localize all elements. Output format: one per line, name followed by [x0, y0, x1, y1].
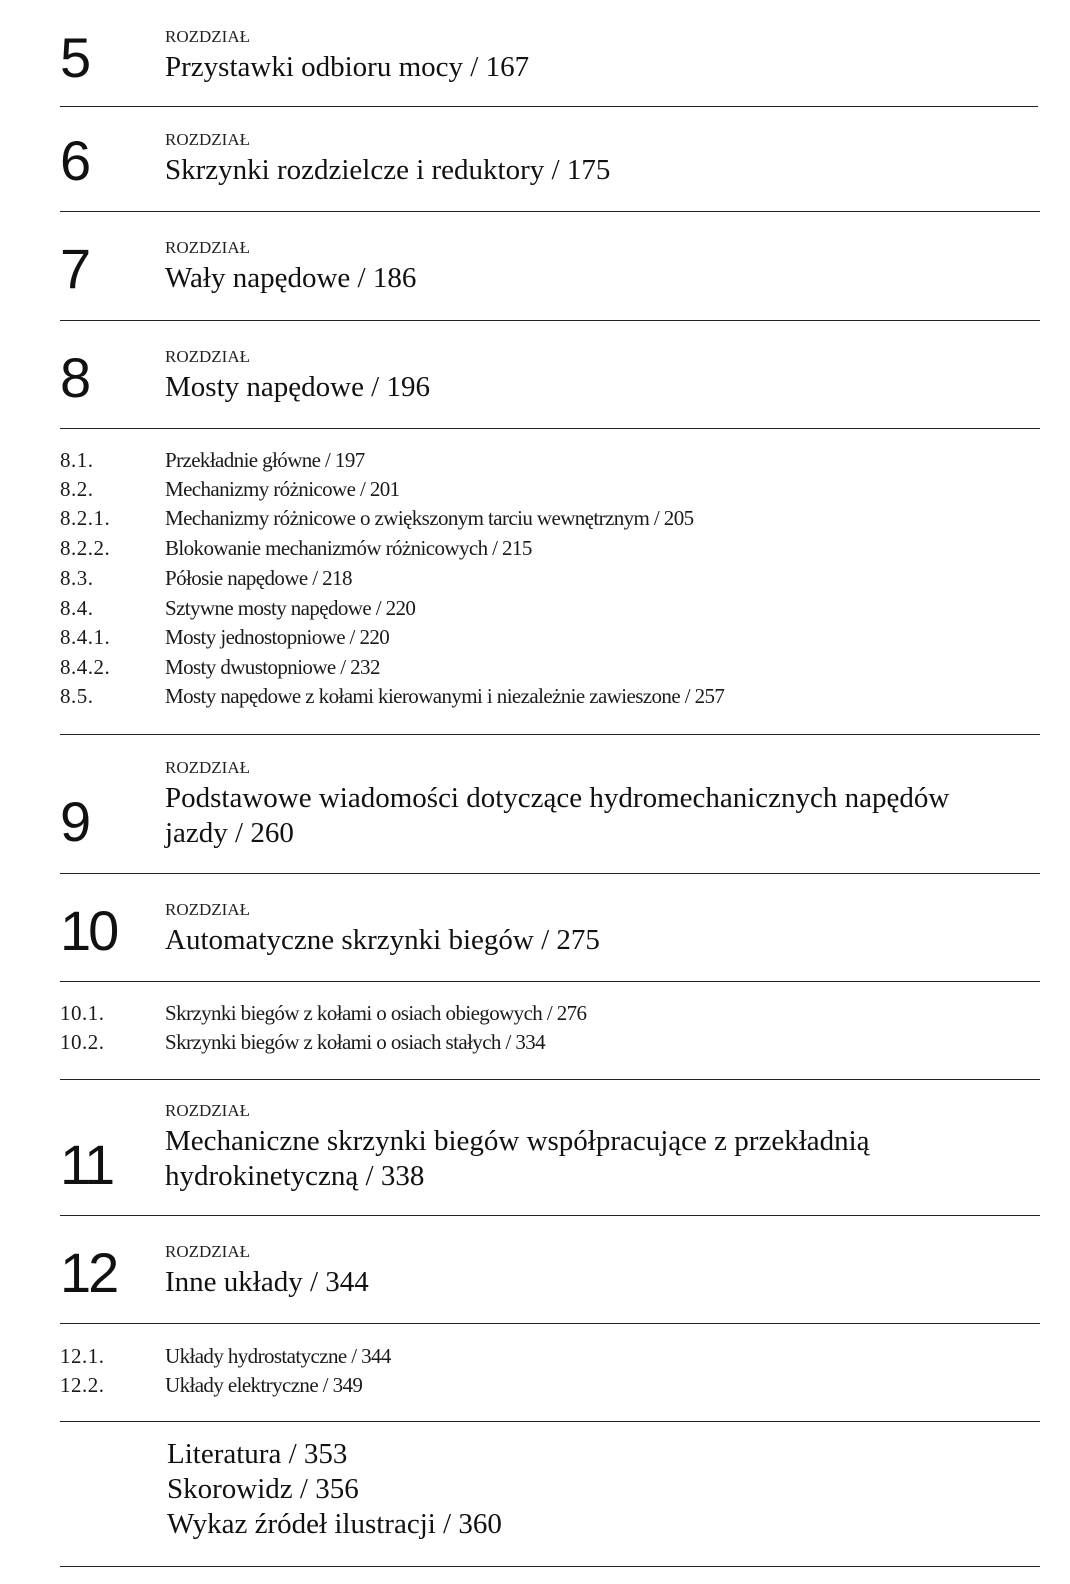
section-number: 8.2.2. — [60, 536, 111, 560]
chapter-9[interactable] — [60, 756, 1042, 856]
section-title: Mechanizmy różnicowe o zwiększonym tarciu wewnętrznym / 205 — [165, 506, 694, 530]
chapter-number: 9 — [60, 790, 89, 853]
section-number: 8.1. — [60, 448, 94, 472]
chapter-7[interactable] — [60, 236, 1042, 316]
section-number: 8.4.2. — [60, 655, 111, 679]
chapter-title-line-1: Podstawowe wiadomości dotyczące hydromechanicznych napędów — [165, 782, 950, 814]
chapter-label: ROZDZIAŁ — [165, 347, 250, 366]
chapter-label: ROZDZIAŁ — [165, 1242, 250, 1261]
section-number: 8.2.1. — [60, 506, 111, 530]
divider — [60, 981, 1040, 982]
section-title: Półosie napędowe / 218 — [165, 566, 352, 590]
chapter-number: 6 — [60, 129, 89, 192]
section-number: 8.4.1. — [60, 625, 111, 649]
divider — [60, 1421, 1040, 1422]
chapter-title: Mosty napędowe / 196 — [165, 371, 430, 403]
chapter-number: 11 — [60, 1133, 113, 1196]
section-number: 10.1. — [60, 1001, 105, 1025]
divider — [60, 873, 1040, 874]
chapter-title: Przystawki odbioru mocy / 167 — [165, 51, 530, 83]
section-number: 12.1. — [60, 1344, 105, 1368]
chapter-label: ROZDZIAŁ — [165, 27, 250, 46]
chapter-title-line-1: Mechaniczne skrzynki biegów współpracujące z przekładnią — [165, 1125, 870, 1157]
divider — [60, 106, 1038, 107]
chapter-title: Automatyczne skrzynki biegów / 275 — [165, 924, 600, 956]
section-title: Skrzynki biegów z kołami o osiach obiegowych / 276 — [165, 1001, 587, 1025]
section-number: 10.2. — [60, 1030, 105, 1054]
chapter-title: Wały napędowe / 186 — [165, 262, 417, 294]
section-number: 8.4. — [60, 596, 94, 620]
chapter-number: 7 — [60, 237, 89, 300]
section-title: Przekładnie główne / 197 — [165, 448, 365, 472]
divider — [60, 1215, 1040, 1216]
section-number: 8.2. — [60, 477, 94, 501]
backmatter-literatura[interactable]: Literatura / 353 — [167, 1438, 348, 1470]
section-title: Mechanizmy różnicowe / 201 — [165, 477, 400, 501]
chapter-12[interactable] — [60, 1240, 1042, 1320]
chapter-10[interactable] — [60, 898, 1042, 978]
divider — [60, 320, 1040, 321]
chapter-11[interactable] — [60, 1099, 1042, 1199]
section-title: Mosty napędowe z kołami kierowanymi i niezależnie zawieszone / 257 — [165, 684, 725, 708]
divider — [60, 1566, 1040, 1567]
chapter-title-line-2: hydrokinetyczną / 338 — [165, 1160, 425, 1192]
section-number: 8.5. — [60, 684, 94, 708]
chapter-label: ROZDZIAŁ — [165, 238, 250, 257]
chapter-6[interactable] — [60, 128, 1042, 208]
section-number: 8.3. — [60, 566, 94, 590]
backmatter-wykaz-zrodel[interactable]: Wykaz źródeł ilustracji / 360 — [167, 1508, 502, 1540]
section-title: Skrzynki biegów z kołami o osiach stałych / 334 — [165, 1030, 546, 1054]
divider — [60, 1323, 1040, 1324]
chapter-label: ROZDZIAŁ — [165, 130, 250, 149]
chapter-number: 12 — [60, 1241, 117, 1304]
chapter-title: Skrzynki rozdzielcze i reduktory / 175 — [165, 154, 611, 186]
section-number: 12.2. — [60, 1373, 105, 1397]
divider — [60, 211, 1040, 212]
section-title: Układy elektryczne / 349 — [165, 1373, 363, 1397]
section-title: Mosty dwustopniowe / 232 — [165, 655, 380, 679]
divider — [60, 428, 1040, 429]
chapter-label: ROZDZIAŁ — [165, 758, 250, 777]
chapter-label: ROZDZIAŁ — [165, 1101, 250, 1120]
chapter-number: 5 — [60, 26, 89, 89]
chapter-5[interactable] — [60, 25, 1042, 105]
divider — [60, 734, 1040, 735]
chapter-label: ROZDZIAŁ — [165, 900, 250, 919]
section-title: Sztywne mosty napędowe / 220 — [165, 596, 416, 620]
chapter-8[interactable] — [60, 345, 1042, 425]
backmatter-skorowidz[interactable]: Skorowidz / 356 — [167, 1473, 359, 1505]
chapter-title: Inne układy / 344 — [165, 1266, 369, 1298]
section-title: Układy hydrostatyczne / 344 — [165, 1344, 391, 1368]
divider — [60, 1079, 1040, 1080]
section-title: Mosty jednostopniowe / 220 — [165, 625, 390, 649]
chapter-number: 10 — [60, 899, 117, 962]
chapter-title-line-2: jazdy / 260 — [165, 817, 294, 849]
section-title: Blokowanie mechanizmów różnicowych / 215 — [165, 536, 532, 560]
chapter-number: 8 — [60, 346, 89, 409]
